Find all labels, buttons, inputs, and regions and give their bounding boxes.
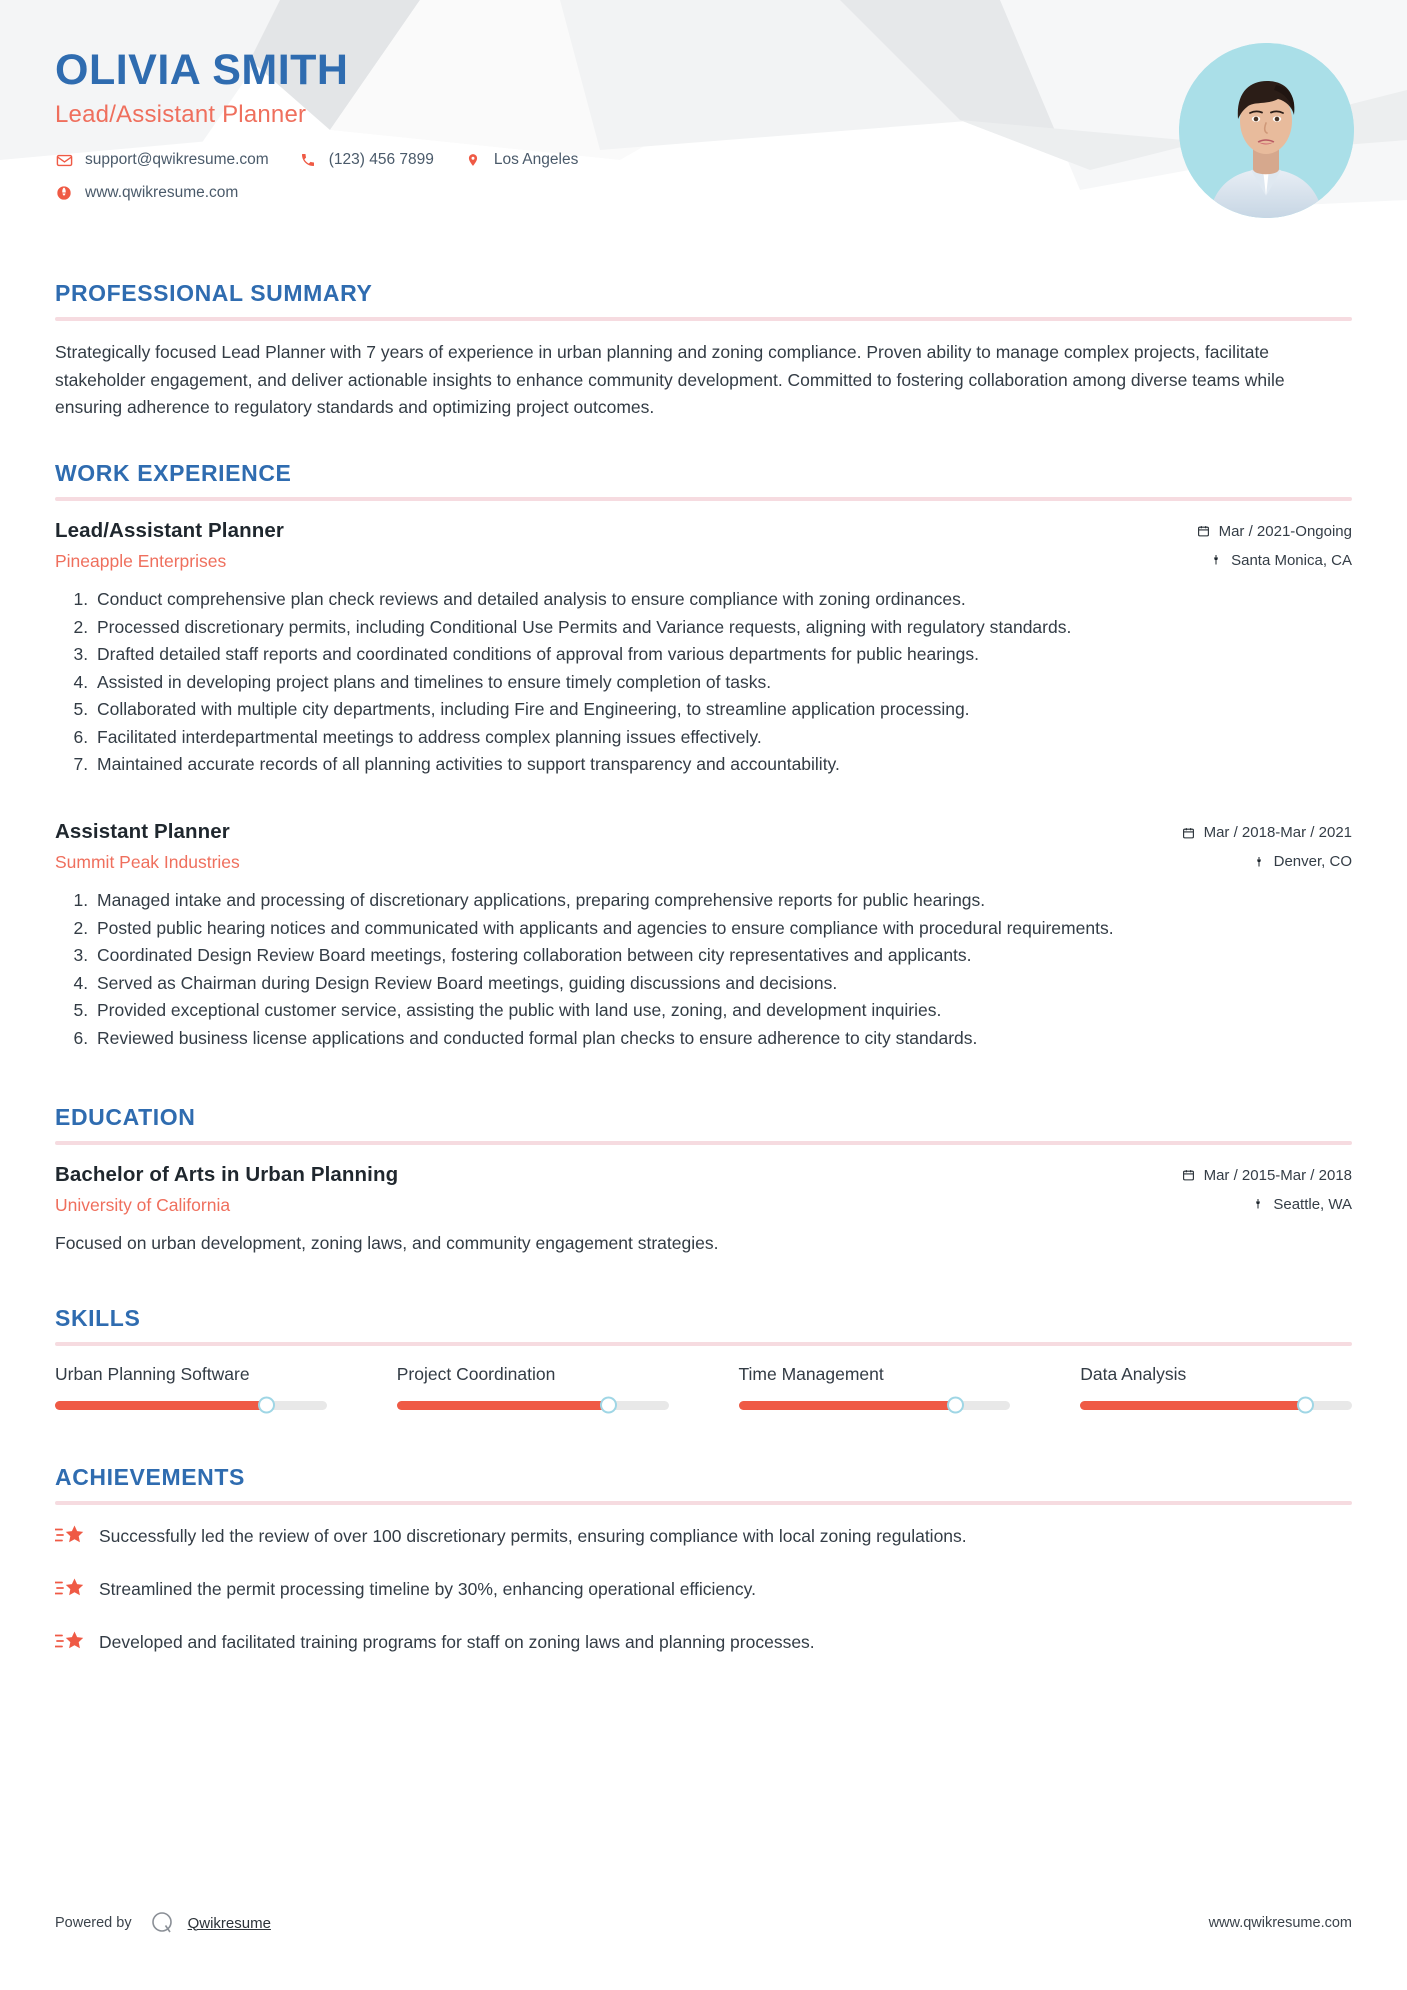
work-entry-company: Pineapple Enterprises xyxy=(55,550,227,571)
achievements-list xyxy=(55,1523,1352,1656)
contact-location-text: Los Angeles xyxy=(493,151,579,169)
work-entry-location xyxy=(1197,552,1352,569)
work-entry-duties xyxy=(55,586,1352,778)
work-entry-header xyxy=(55,820,1352,873)
pin-icon xyxy=(1251,1197,1265,1211)
section-achievements xyxy=(55,1464,1352,1656)
education-description: Focused on urban development, zoning laws, and community engagement strategies. xyxy=(55,1232,719,1253)
skill-slider-handle[interactable] xyxy=(258,1397,275,1414)
skill-progress-bar[interactable] xyxy=(55,1401,327,1410)
work-entry-left xyxy=(55,820,1182,873)
education-entry-meta xyxy=(1182,1163,1352,1213)
list-item: 5. Collaborated with multiple city departments, including Fire and Engineering, to streamline application processing. xyxy=(93,696,1352,723)
list-item: 2. Processed discretionary permits, including Conditional Use Permits and Variance requests, aligning with regulatory standards. xyxy=(93,614,1352,641)
skill-progress-fill xyxy=(739,1401,956,1410)
contact-phone[interactable] xyxy=(299,151,434,169)
list-item: 7. Maintained accurate records of all planning activities to support transparency and accountability. xyxy=(93,751,1352,778)
list-item: 3. Drafted detailed staff reports and coordinated conditions of approval from various departments for public hearings. xyxy=(93,641,1352,668)
skills-grid xyxy=(55,1364,1352,1416)
work-entry-dates-text: Mar / 2018-Mar / 2021 xyxy=(1203,824,1352,842)
skill-slider-handle[interactable] xyxy=(947,1397,964,1414)
contact-phone-text: (123) 456 7899 xyxy=(328,151,434,169)
education-entry xyxy=(55,1163,1352,1257)
work-entry-location-text: Denver, CO xyxy=(1273,853,1352,871)
list-item: 2. Posted public hearing notices and communicated with applicants and agencies to ensure compliance with procedural requirements. xyxy=(93,915,1352,942)
page-title: OLIVIA SMITH xyxy=(55,46,349,94)
skill-item xyxy=(55,1364,327,1416)
skill-label: Data Analysis xyxy=(1080,1363,1187,1384)
skill-label: Urban Planning Software xyxy=(55,1363,250,1384)
shooting-star-icon xyxy=(55,1577,85,1603)
phone-icon xyxy=(299,151,317,169)
shooting-star-icon xyxy=(55,1524,85,1550)
section-title-work: WORK EXPERIENCE xyxy=(55,459,292,486)
profile-photo xyxy=(1179,43,1354,218)
education-entry-left xyxy=(55,1163,1182,1216)
contact-email[interactable] xyxy=(55,151,269,169)
location-icon xyxy=(464,151,482,169)
section-education xyxy=(55,1104,1352,1257)
work-entry-title: Assistant Planner xyxy=(55,820,230,844)
calendar-icon xyxy=(1182,826,1196,840)
list-item: 6. Reviewed business license applications and conducted formal plan checks to ensure adherence to city standards. xyxy=(93,1025,1352,1052)
globe-icon xyxy=(55,184,73,202)
job-role-subtitle: Lead/Assistant Planner xyxy=(55,101,307,129)
list-item: 4. Assisted in developing project plans and timelines to ensure timely completion of tasks. xyxy=(93,669,1352,696)
pin-icon xyxy=(1252,855,1266,869)
email-icon xyxy=(55,151,73,169)
section-divider xyxy=(55,317,1352,321)
skill-item xyxy=(739,1364,1011,1416)
education-school: University of California xyxy=(55,1194,231,1215)
section-title-achievements: ACHIEVEMENTS xyxy=(55,1463,245,1490)
skill-progress-bar[interactable] xyxy=(739,1401,1011,1410)
section-work-experience xyxy=(55,460,1352,1052)
achievement-text: Successfully led the review of over 100 discretionary permits, ensuring compliance with local zoning regulations. xyxy=(99,1525,967,1546)
work-entry-left xyxy=(55,519,1197,572)
work-entry-meta xyxy=(1197,519,1352,569)
skill-progress-fill xyxy=(1080,1401,1306,1410)
education-location-text: Seattle, WA xyxy=(1273,1195,1352,1213)
section-title-skills: SKILLS xyxy=(55,1304,141,1331)
skill-progress-bar[interactable] xyxy=(397,1401,669,1410)
avatar xyxy=(1179,43,1354,218)
list-item: 4. Served as Chairman during Design Review Board meetings, guiding discussions and decisions. xyxy=(93,970,1352,997)
list-item: 6. Facilitated interdepartmental meetings to address complex planning issues effectively. xyxy=(93,724,1352,751)
contact-website-text: www.qwikresume.com xyxy=(85,184,239,202)
skill-label: Project Coordination xyxy=(396,1363,556,1384)
contact-email-text: support@qwikresume.com xyxy=(85,151,269,169)
summary-text: Strategically focused Lead Planner with 7 years of experience in urban planning and zoning compliance. Proven ability to manage complex projects, facilitate stakeholder engagement, and deliver actionable insights to enhance community development. Committed to fostering collaboration among diverse teams while ensuring adherence to regulatory standards and optimizing project outcomes. xyxy=(55,342,1285,418)
section-divider xyxy=(55,1141,1352,1145)
work-entry-meta xyxy=(1182,820,1352,870)
qwikresume-logo-icon xyxy=(150,1910,176,1936)
calendar-icon xyxy=(1182,1168,1196,1182)
work-entry-header xyxy=(55,519,1352,572)
work-entry-company: Summit Peak Industries xyxy=(55,852,240,873)
achievement-text: Developed and facilitated training programs for staff on zoning laws and planning processes. xyxy=(99,1631,815,1652)
qwikresume-brand-link[interactable]: Qwikresume xyxy=(187,1914,271,1932)
resume-body xyxy=(0,280,1407,1656)
section-divider xyxy=(55,497,1352,501)
achievement-text: Streamlined the permit processing timeline by 30%, enhancing operational efficiency. xyxy=(99,1578,756,1599)
contact-website[interactable] xyxy=(55,184,238,202)
work-entry xyxy=(55,519,1352,778)
skill-item xyxy=(1080,1364,1352,1416)
skill-progress-fill xyxy=(397,1401,609,1410)
list-item xyxy=(55,1576,1352,1603)
education-entry-header xyxy=(55,1163,1352,1216)
contact-location xyxy=(464,151,578,169)
work-entry-dates xyxy=(1182,824,1352,841)
skill-slider-handle[interactable] xyxy=(600,1397,617,1414)
list-item: 1. Managed intake and processing of discretionary applications, preparing comprehensive reports for public hearings. xyxy=(93,887,1352,914)
work-entry xyxy=(55,820,1352,1052)
work-entry-title: Lead/Assistant Planner xyxy=(55,518,284,542)
resume-header xyxy=(0,0,1407,262)
shooting-star-icon xyxy=(55,1630,85,1656)
education-dates-text: Mar / 2015-Mar / 2018 xyxy=(1203,1166,1352,1184)
section-professional-summary xyxy=(55,280,1352,422)
section-skills xyxy=(55,1305,1352,1416)
list-item: 3. Coordinated Design Review Board meetings, fostering collaboration between city representatives and applicants. xyxy=(93,942,1352,969)
list-item: 1. Conduct comprehensive plan check reviews and detailed analysis to ensure compliance with zoning ordinances. xyxy=(93,586,1352,613)
skill-progress-bar[interactable] xyxy=(1080,1401,1352,1410)
work-entry-duties xyxy=(55,887,1352,1052)
work-entry-dates xyxy=(1197,523,1352,540)
powered-by-label: Powered by xyxy=(55,1915,132,1931)
list-item xyxy=(55,1629,1352,1656)
list-item xyxy=(55,1523,1352,1550)
page-footer xyxy=(55,1910,1352,1936)
work-entry-dates-text: Mar / 2021-Ongoing xyxy=(1218,522,1352,540)
education-degree: Bachelor of Arts in Urban Planning xyxy=(55,1162,399,1186)
powered-by xyxy=(55,1910,271,1936)
skill-item xyxy=(397,1364,669,1416)
education-dates xyxy=(1182,1167,1352,1184)
pin-icon xyxy=(1209,553,1223,567)
work-entry-location-text: Santa Monica, CA xyxy=(1231,551,1352,569)
education-location xyxy=(1182,1196,1352,1213)
skill-label: Time Management xyxy=(738,1363,884,1384)
section-title-summary: PROFESSIONAL SUMMARY xyxy=(55,280,373,306)
section-divider xyxy=(55,1501,1352,1505)
skill-slider-handle[interactable] xyxy=(1297,1397,1314,1414)
skill-progress-fill xyxy=(55,1401,267,1410)
section-title-education: EDUCATION xyxy=(55,1103,196,1130)
list-item: 5. Provided exceptional customer service, assisting the public with land use, zoning, and development inquiries. xyxy=(93,997,1352,1024)
calendar-icon xyxy=(1197,524,1211,538)
footer-website[interactable]: www.qwikresume.com xyxy=(1208,1915,1352,1931)
work-entry-location xyxy=(1182,853,1352,870)
section-divider xyxy=(55,1342,1352,1346)
